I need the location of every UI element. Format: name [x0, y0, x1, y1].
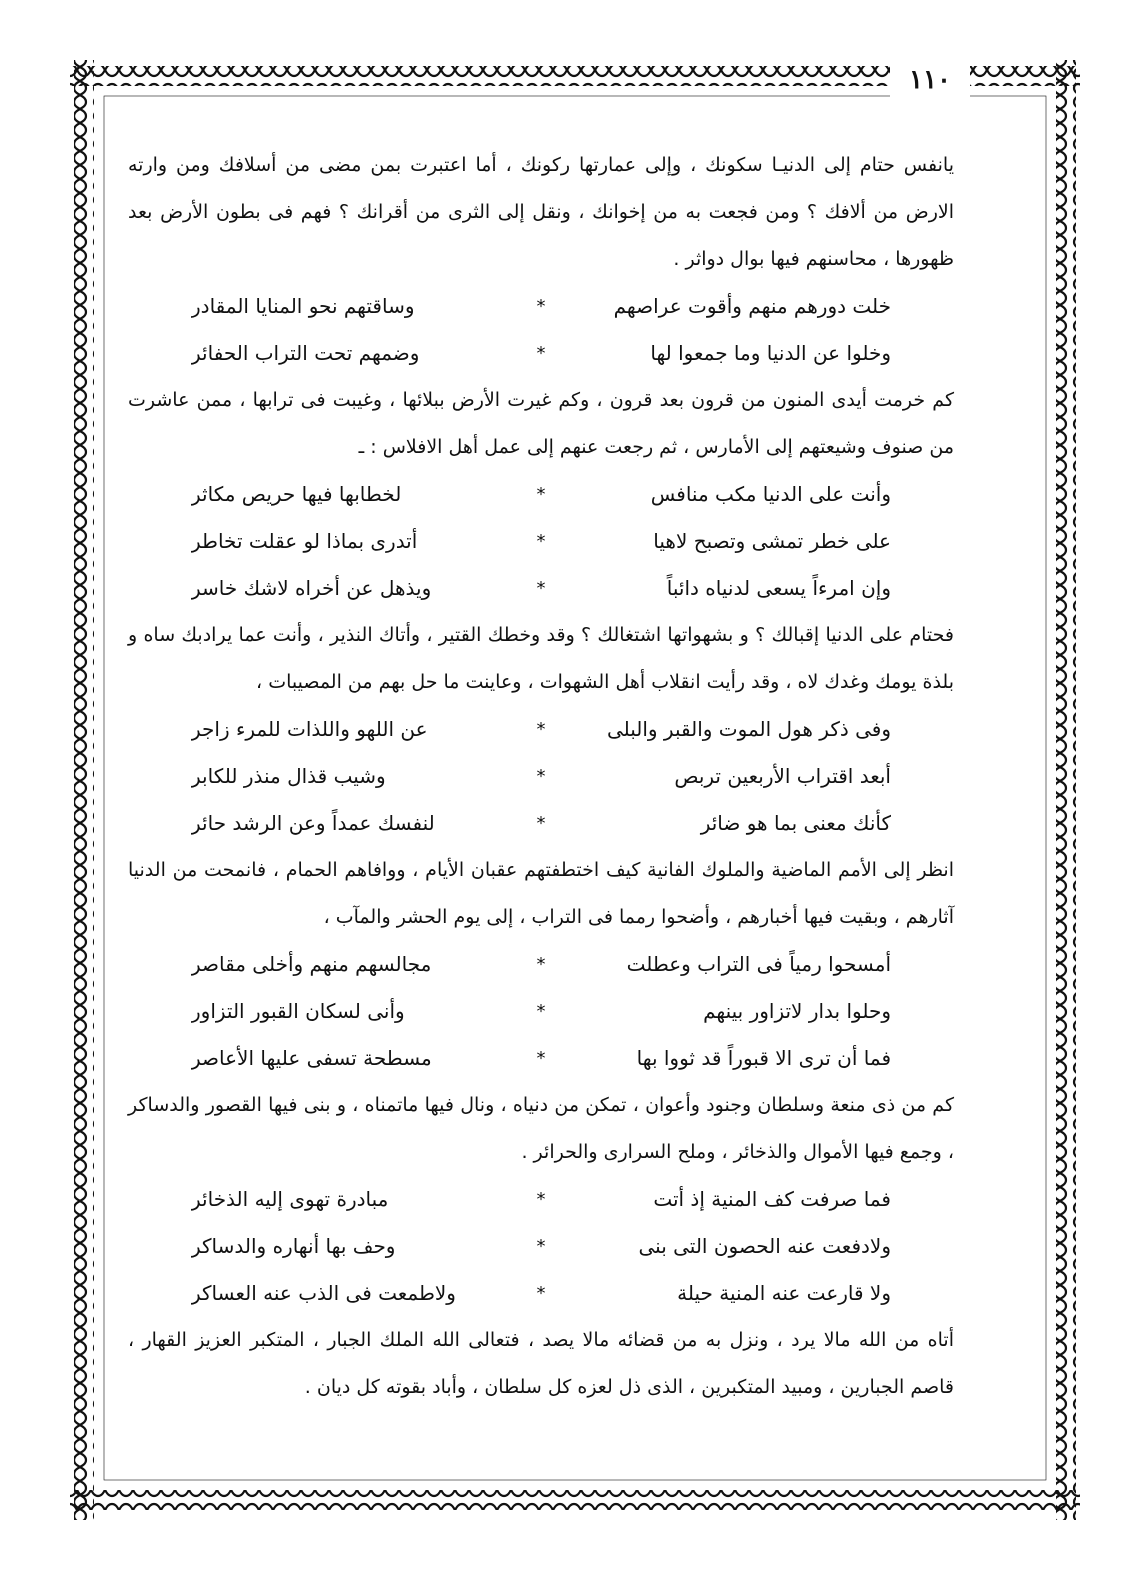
- verse-line: [128, 753, 954, 800]
- verse-separator-star: *: [536, 531, 546, 552]
- verse-line: [128, 941, 954, 988]
- verse-line: [128, 1035, 954, 1082]
- verse-first-hemistich: فما أن ترى الا قبوراً قد ثووا بها: [636, 1046, 891, 1070]
- verse-line: [128, 988, 954, 1035]
- verse-second-hemistich: مجالسهم منهم وأخلى مقاصر: [191, 952, 432, 976]
- verse-first-hemistich: فما صرفت كف المنية إذ أتت: [653, 1187, 891, 1211]
- verse-second-hemistich: مسطحة تسفى عليها الأعاصر: [191, 1046, 432, 1070]
- verse-first-hemistich: وإن امرءاً يسعى لدنياه دائباً: [666, 576, 891, 600]
- verse-line: [128, 1176, 954, 1223]
- verse-line: [128, 330, 954, 377]
- verse-first-hemistich: على خطر تمشى وتصبح لاهيا: [653, 529, 891, 553]
- verse-first-hemistich: كأنك معنى بما هو ضائر: [700, 811, 891, 835]
- verse-first-hemistich: ولا قارعت عنه المنية حيلة: [677, 1281, 891, 1305]
- verse-line: [128, 800, 954, 847]
- verse-first-hemistich: أمسحوا رمياً فى التراب وعطلت: [626, 952, 891, 976]
- verse-block: [128, 471, 954, 612]
- verse-separator-star: *: [536, 296, 546, 317]
- prose-paragraph: يانفس حتام إلى الدنيـا سكونك ، وإلى عمارتها ركونك ، أما اعتبرت بمن مضى من أسلافك ومن وارته الارض من ألافك ؟ ومن فجعت به من إخوانك ، ونقل إلى الثرى من أقرانك ؟ فهم فى بطون الأرض بعد ظهورها ، محاسنهم فيها بوال دواثر .: [128, 154, 954, 270]
- verse-separator-star: *: [536, 1189, 546, 1210]
- verse-first-hemistich: خلت دورهم منهم وأقوت عراصهم: [613, 294, 891, 318]
- verse-line: [128, 283, 954, 330]
- verse-line: [128, 518, 954, 565]
- verse-first-hemistich: ولادفعت عنه الحصون التى بنى: [638, 1234, 891, 1258]
- verse-block: [128, 1176, 954, 1317]
- verse-first-hemistich: وخلوا عن الدنيا وما جمعوا لها: [650, 341, 891, 365]
- prose-paragraph: كم من ذى منعة وسلطان وجنود وأعوان ، تمكن من دنياه ، ونال فيها ماتمناه ، و بنى فيها القصور والدساكر ، وجمع فيها الأموال والذخائر ، وملح السرارى والحرائر .: [128, 1094, 954, 1163]
- verse-second-hemistich: ولاطمعت فى الذب عنه العساكر: [191, 1281, 456, 1305]
- verse-second-hemistich: مبادرة تهوى إليه الذخائر: [191, 1187, 389, 1211]
- verse-second-hemistich: لخطابها فيها حريص مكاثر: [191, 482, 402, 506]
- verse-line: [128, 471, 954, 518]
- verse-separator-star: *: [536, 1001, 546, 1022]
- verse-block: [128, 706, 954, 847]
- verse-line: [128, 706, 954, 753]
- verse-separator-star: *: [536, 813, 546, 834]
- verse-first-hemistich: وحلوا بدار لاتزاور بينهم: [703, 999, 891, 1023]
- verse-second-hemistich: ويذهل عن أخراه لاشك خاسر: [191, 576, 432, 600]
- prose-paragraph: كم خرمت أيدى المنون من قرون بعد قرون ، وكم غيرت الأرض ببلائها ، وغيبت فى ترابها ، ممن عاشرت من صنوف وشيعتهم إلى الأمارس ، ثم رجعت عنهم إلى عمل أهل الافلاس : ـ: [128, 389, 954, 458]
- verse-second-hemistich: عن اللهو واللذات للمرء زاجر: [191, 717, 428, 741]
- verse-separator-star: *: [536, 719, 546, 740]
- prose-paragraph: فحتام على الدنيا إقبالك ؟ و بشهواتها اشتغالك ؟ وقد وخطك القتير ، وأتاك النذير ، وأنت عما يرادبك ساه و بلذة يومك وغدك لاه ، وقد رأيت انقلاب أهل الشهوات ، وعاينت ما حل بهم من المصيبات ،: [128, 624, 954, 693]
- verse-separator-star: *: [536, 766, 546, 787]
- prose-paragraph: انظر إلى الأمم الماضية والملوك الفانية كيف اختطفتهم عقبان الأيام ، ووافاهم الحمام ، فانمحت من الدنيا آثارهم ، وبقيت فيها أخبارهم ، وأضحوا رمما فى التراب ، إلى يوم الحشر والمآب ،: [128, 859, 954, 928]
- page-body: [128, 142, 954, 1442]
- verse-second-hemistich: وساقتهم نحو المنايا المقادر: [191, 294, 415, 318]
- verse-first-hemistich: وأنت على الدنيا مكب منافس: [650, 482, 891, 506]
- verse-line: [128, 1223, 954, 1270]
- verse-separator-star: *: [536, 343, 546, 364]
- verse-separator-star: *: [536, 1283, 546, 1304]
- verse-separator-star: *: [536, 954, 546, 975]
- verse-first-hemistich: وفى ذكر هول الموت والقبر والبلى: [606, 717, 891, 741]
- verse-second-hemistich: وشيب قذال منذر للكابر: [191, 764, 386, 788]
- verse-line: [128, 1270, 954, 1317]
- page-number: ١١٠: [890, 62, 970, 98]
- verse-separator-star: *: [536, 578, 546, 599]
- verse-line: [128, 565, 954, 612]
- prose-paragraph: أتاه من الله مالا يرد ، ونزل به من قضائه مالا يصد ، فتعالى الله الملك الجبار ، المتكبر العزيز القهار ، قاصم الجبارين ، ومبيد المتكبرين ، الذى ذل لعزه كل سلطان ، وأباد بقوته كل ديان .: [128, 1329, 954, 1398]
- verse-second-hemistich: أتدرى بماذا لو عقلت تخاطر: [191, 529, 418, 553]
- verse-second-hemistich: وحف بها أنهاره والدساكر: [191, 1234, 396, 1258]
- verse-separator-star: *: [536, 1236, 546, 1257]
- verse-block: [128, 283, 954, 377]
- verse-first-hemistich: أبعد اقتراب الأربعين تربص: [674, 764, 891, 788]
- verse-second-hemistich: وأنى لسكان القبور التزاور: [191, 999, 405, 1023]
- verse-second-hemistich: وضمهم تحت التراب الحفائر: [191, 341, 420, 365]
- verse-separator-star: *: [536, 1048, 546, 1069]
- verse-second-hemistich: لنفسك عمداً وعن الرشد حائر: [191, 811, 435, 835]
- verse-separator-star: *: [536, 484, 546, 505]
- verse-block: [128, 941, 954, 1082]
